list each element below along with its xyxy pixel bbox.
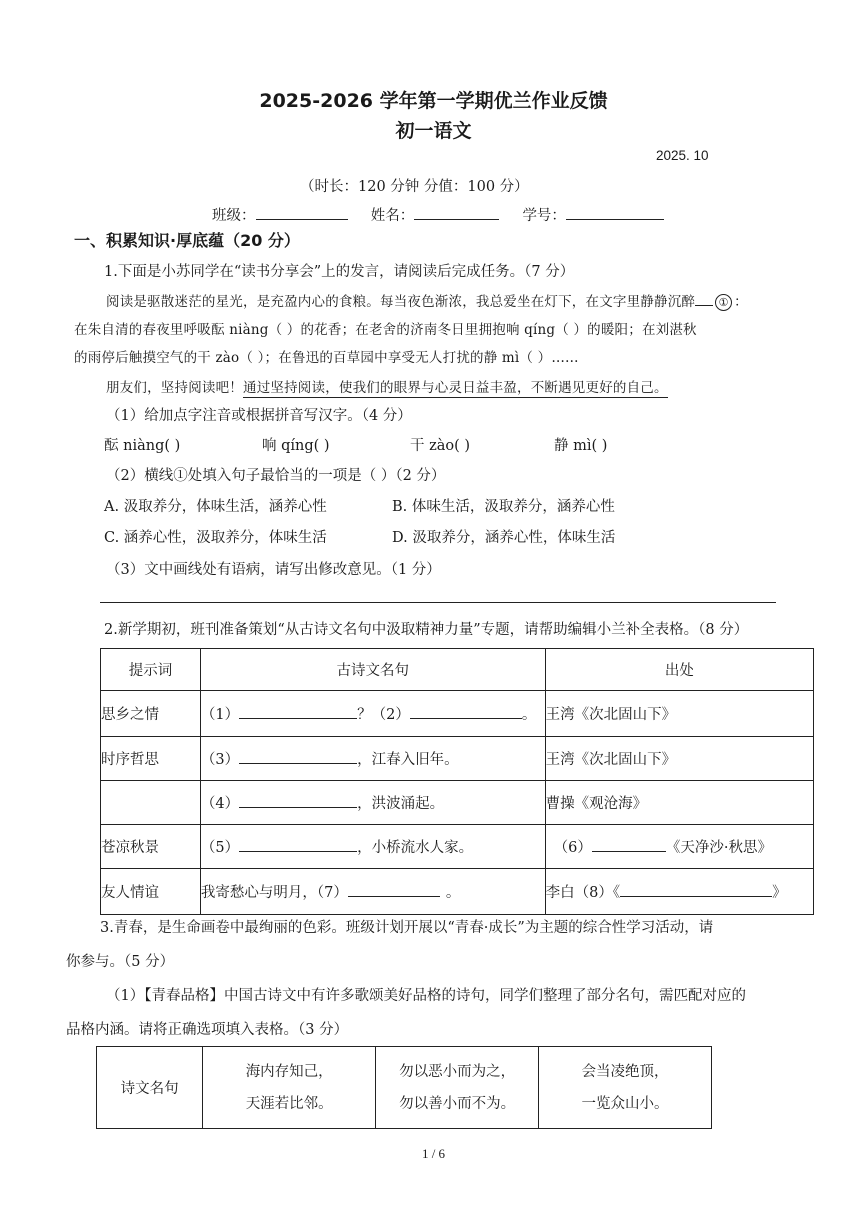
source-suffix: 》 (772, 885, 787, 901)
q1-passage-text: 阅读是驱散迷茫的星光，是充盈内心的食粮。每当夜色渐浓，我总爱坐在灯下，在文字里静静沉醉 (106, 294, 696, 310)
verse-line: 会当凌绝顶， (581, 1063, 669, 1080)
q1-passage-colon: ： (734, 294, 748, 310)
pinyin-item-1[interactable]: 酝 niàng( ) (104, 438, 181, 454)
table-header-row (101, 649, 814, 691)
verse-tail: ，小桥流水人家。 (357, 840, 474, 856)
source-prefix: 李白（8）《 (545, 885, 621, 901)
verse-prefix: 我寄愁心与明月，（7） (200, 885, 348, 901)
verse-prefix: （5） (200, 840, 240, 856)
exam-meta: （时长：120 分钟 分值：100 分） (300, 179, 529, 195)
verse-cell (200, 781, 545, 825)
verse-tail: ，江春入旧年。 (357, 752, 459, 768)
verse-cell (539, 1047, 712, 1129)
id-field[interactable] (566, 205, 664, 220)
table-row (101, 781, 814, 825)
header-verse: 古诗文名句 (200, 649, 545, 691)
source-prefix: （6） (553, 840, 592, 856)
verse-line: 一览众山小。 (581, 1095, 669, 1112)
q3-sub1-line2: 品格内涵。请将正确选项填入表格。（3 分） (66, 1022, 349, 1038)
q1-underlined-sentence: 通过坚持阅读，使我们的眼界与心灵日益丰盈，不断遇见更好的自己。 (243, 380, 668, 396)
answer-blank-1[interactable] (239, 704, 357, 719)
blank-marker-1: ① (715, 294, 732, 311)
class-field[interactable] (256, 205, 348, 220)
verse-prefix: （4） (200, 796, 240, 812)
table-row (101, 825, 814, 869)
q1-passage-line4 (106, 376, 668, 396)
verse-line: 勿以善小而不为。 (399, 1095, 516, 1112)
verse-line: 勿以恶小而为之， (399, 1063, 516, 1080)
verse-cell (200, 825, 545, 869)
option-a[interactable]: A. 汲取养分，体味生活，涵养心性 (104, 499, 327, 515)
verse-end: 。 (521, 707, 537, 723)
q1-passage-call: 朋友们，坚持阅读吧！ (106, 380, 243, 396)
pinyin-item-3[interactable]: 干 zào( ) (410, 438, 471, 454)
verse-line: 海内存知己， (245, 1063, 333, 1080)
q1-passage-line1 (106, 290, 748, 311)
q1-sub2: （2）横线①处填入句子最恰当的一项是（ ）（2 分） (106, 468, 446, 484)
answer-blank-5[interactable] (239, 837, 357, 852)
verse-mid: ？（2） (357, 707, 410, 723)
table-row (97, 1047, 712, 1129)
verse-tail: ，洪波涌起。 (357, 796, 445, 812)
answer-line[interactable] (100, 602, 776, 603)
document-date: 2025. 10 (656, 148, 709, 163)
source-cell: 曹操《观沧海》 (545, 781, 813, 825)
verse-end: 。 (445, 885, 461, 901)
verse-cell (200, 869, 545, 915)
answer-blank-2[interactable] (410, 704, 522, 719)
q1-intro: 1.下面是小苏同学在“读书分享会”上的发言，请阅读后完成任务。（7 分） (104, 264, 575, 280)
q3-intro-line1: 3.青春，是生命画卷中最绚丽的色彩。班级计划开展以“青春·成长”为主题的综合性学习活动，请 (100, 920, 714, 936)
source-cell (545, 825, 813, 869)
table-row (101, 691, 814, 737)
verse-cell (200, 737, 545, 781)
q1-sub1: （1）给加点字注音或根据拼音写汉字。（4 分） (106, 408, 412, 424)
hint-cell: 友人情谊 (101, 869, 201, 915)
source-cell: 王湾《次北固山下》 (545, 691, 813, 737)
name-label: 姓名： (370, 208, 415, 224)
document-title: 2025-2026 学年第一学期优兰作业反馈 (259, 90, 608, 112)
q1-passage-line2: 在朱自清的春夜里呼吸酝 niàng（ ）的花香；在老舍的济南冬日里拥抱响 qíng（ ）的暖阳；在刘湛秋 (74, 322, 697, 338)
table-row (101, 737, 814, 781)
poetry-table (100, 648, 814, 915)
class-label: 班级： (212, 208, 256, 224)
source-cell (545, 869, 813, 915)
hint-cell: 时序哲思 (101, 737, 201, 781)
verse-cell (200, 691, 545, 737)
pinyin-item-2[interactable]: 响 qíng( ) (262, 438, 330, 454)
verse-cell (376, 1047, 539, 1129)
hint-cell (101, 781, 201, 825)
hint-cell: 苍凉秋景 (101, 825, 201, 869)
hint-cell: 思乡之情 (101, 691, 201, 737)
header-source: 出处 (545, 649, 813, 691)
student-info-row (212, 204, 664, 225)
option-c[interactable]: C. 涵养心性，汲取养分，体味生活 (104, 530, 327, 546)
verse-prefix: （3） (200, 752, 240, 768)
pinyin-item-4[interactable]: 静 mì( ) (554, 438, 608, 454)
answer-blank-3[interactable] (239, 749, 357, 764)
virtue-table (96, 1046, 712, 1129)
answer-blank-6[interactable] (592, 837, 666, 852)
q2-intro: 2.新学期初，班刊准备策划“从古诗文名句中汲取精神力量”专题，请帮助编辑小兰补全表格。（8 分） (104, 622, 749, 638)
verse-row-label: 诗文名句 (97, 1047, 203, 1129)
option-d[interactable]: D. 汲取养分，涵养心性，体味生活 (392, 530, 616, 546)
q1-passage-line3: 的雨停后触摸空气的干 zào（ ）；在鲁迅的百草园中享受无人打扰的静 mì（ ）…… (74, 350, 579, 366)
q3-intro-line2: 你参与。（5 分） (66, 954, 175, 970)
source-suffix: 《天净沙·秋思》 (665, 840, 773, 856)
document-subtitle: 初一语文 (395, 120, 472, 142)
name-field[interactable] (414, 205, 499, 220)
answer-blank-7[interactable] (348, 882, 440, 897)
answer-blank-4[interactable] (239, 793, 357, 808)
verse-cell (203, 1047, 376, 1129)
option-b[interactable]: B. 体味生活，汲取养分，涵养心性 (392, 499, 615, 515)
verse-line: 天涯若比邻。 (245, 1095, 333, 1112)
answer-blank-8[interactable] (620, 882, 772, 897)
section-heading: 一、积累知识·厚底蕴（20 分） (74, 231, 300, 250)
verse-prefix: （1） (200, 707, 240, 723)
table-row (101, 869, 814, 915)
q1-sub3: （3）文中画线处有语病，请写出修改意见。（1 分） (106, 562, 441, 578)
header-hint: 提示词 (101, 649, 201, 691)
page-number: 1 / 6 (421, 1146, 446, 1161)
id-label: 学号： (522, 208, 566, 224)
source-cell: 王湾《次北固山下》 (545, 737, 813, 781)
q3-sub1-line1: （1）【青春品格】中国古诗文中有许多歌颂美好品格的诗句，同学们整理了部分名句，需匹配对应的 (106, 988, 746, 1004)
